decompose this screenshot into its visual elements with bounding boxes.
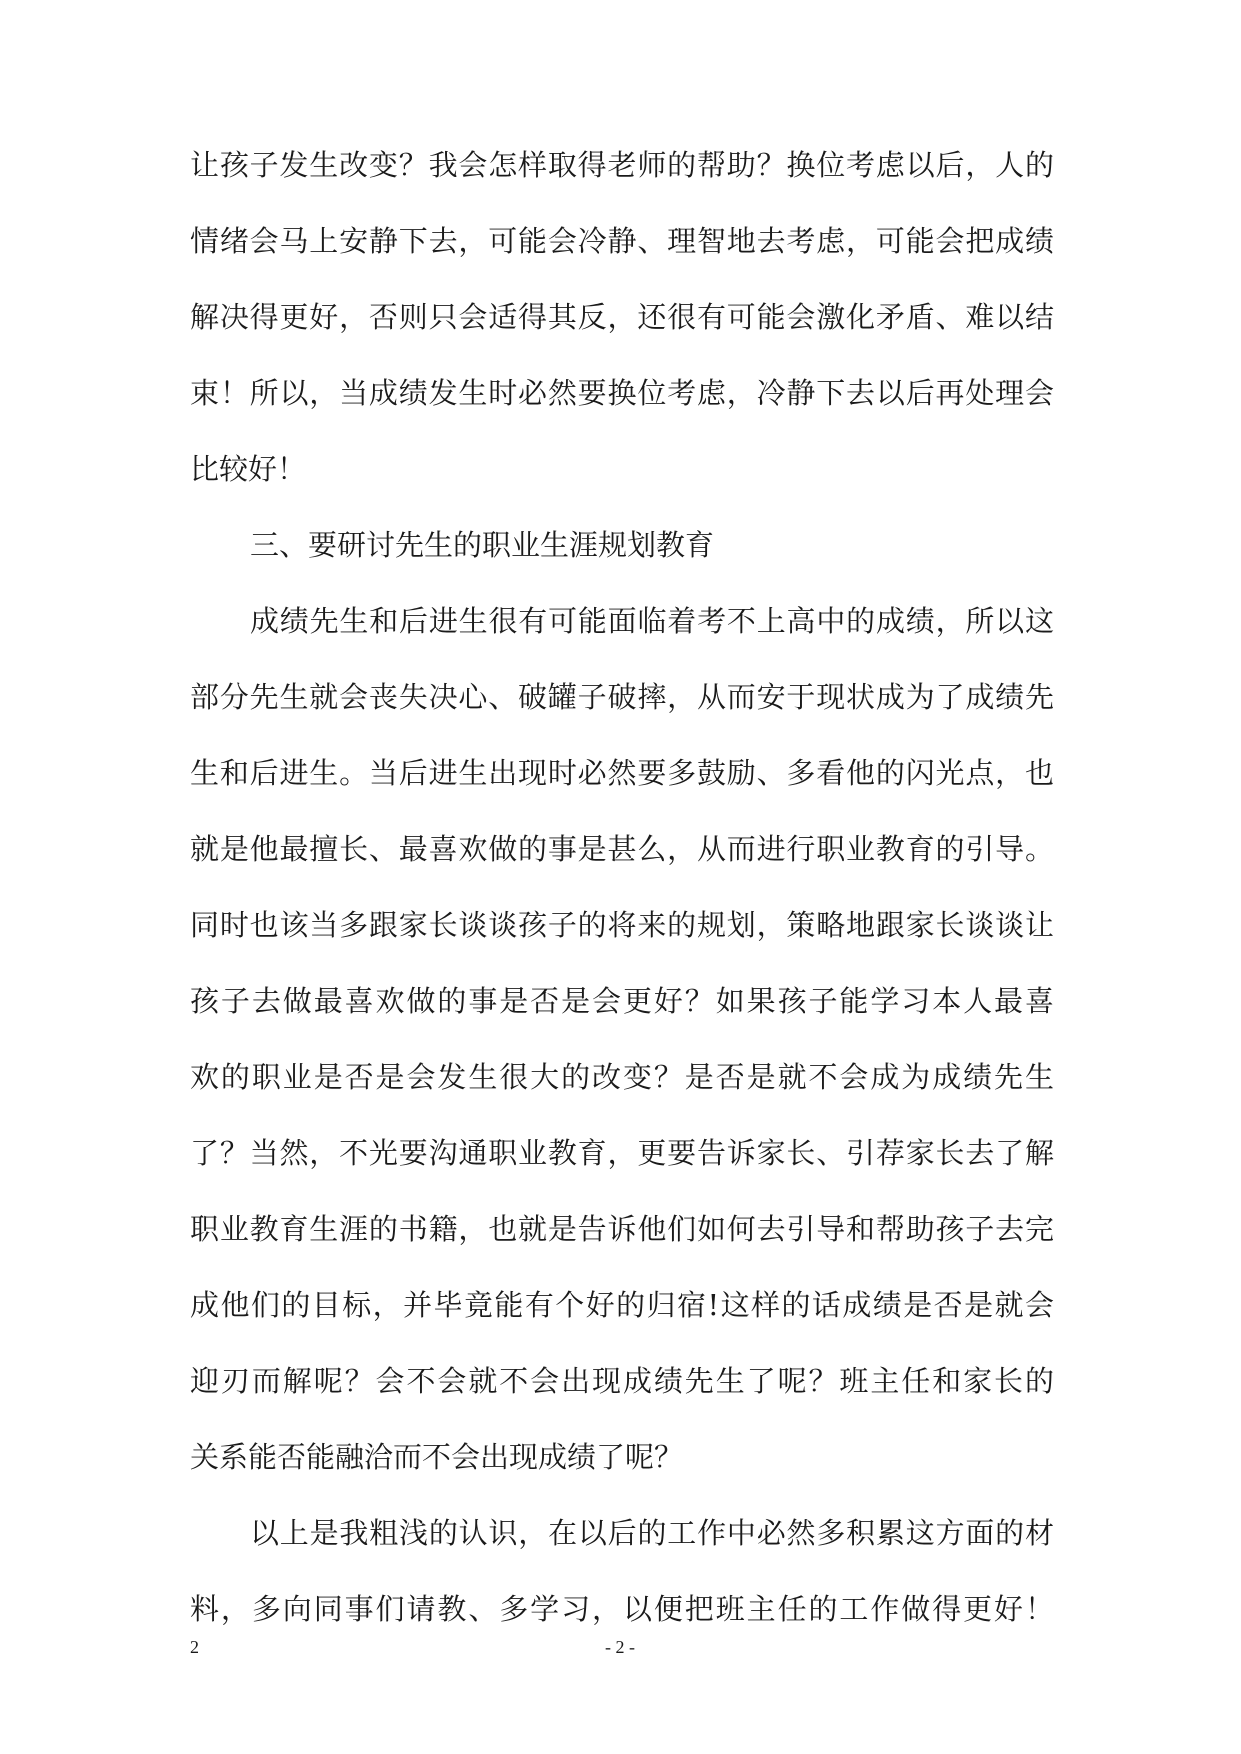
section-heading: 三、要研讨先生的职业生涯规划教育 — [250, 528, 715, 562]
body-line: 就是他最擅长、最喜欢做的事是甚么，从而进行职业教育的引导。 — [190, 832, 1054, 866]
body-line: 职业教育生涯的书籍，也就是告诉他们如何去引导和帮助孩子去完 — [190, 1212, 1054, 1246]
body-line: 料，多向同事们请教、多学习，以便把班主任的工作做得更好！ — [190, 1592, 1054, 1626]
footer-page-number-center: - 2 - — [605, 1637, 635, 1657]
body-line: 部分先生就会丧失决心、破罐子破摔，从而安于现状成为了成绩先 — [190, 680, 1054, 714]
body-line: 关系能否能融洽而不会出现成绩了呢？ — [190, 1440, 684, 1474]
body-line: 迎刃而解呢？会不会就不会出现成绩先生了呢？班主任和家长的 — [190, 1364, 1054, 1398]
body-line: 解决得更好，否则只会适得其反，还很有可能会激化矛盾、难以结 — [190, 300, 1054, 334]
body-line: 成他们的目标，并毕竟能有个好的归宿!这样的话成绩是否是就会 — [190, 1288, 1054, 1322]
body-line: 同时也该当多跟家长谈谈孩子的将来的规划，策略地跟家长谈谈让 — [190, 908, 1054, 942]
body-line: 成绩先生和后进生很有可能面临着考不上高中的成绩，所以这 — [250, 604, 1054, 638]
body-line: 束！所以，当成绩发生时必然要换位考虑，冷静下去以后再处理会 — [190, 376, 1054, 410]
body-line: 以上是我粗浅的认识，在以后的工作中必然多积累这方面的材 — [250, 1516, 1054, 1550]
body-line: 欢的职业是否是会发生很大的改变？是否是就不会成为成绩先生 — [190, 1060, 1054, 1094]
footer-page-number-left: 2 — [190, 1637, 199, 1657]
body-line: 让孩子发生改变？我会怎样取得老师的帮助？换位考虑以后，人的 — [190, 148, 1054, 182]
body-line: 情绪会马上安静下去，可能会冷静、理智地去考虑，可能会把成绩 — [190, 224, 1054, 258]
body-line: 了？当然，不光要沟通职业教育，更要告诉家长、引荐家长去了解 — [190, 1136, 1054, 1170]
body-line: 比较好！ — [190, 452, 307, 486]
body-line: 孩子去做最喜欢做的事是否是会更好？如果孩子能学习本人最喜 — [190, 984, 1054, 1018]
body-line: 生和后进生。当后进生出现时必然要多鼓励、多看他的闪光点，也 — [190, 756, 1054, 790]
